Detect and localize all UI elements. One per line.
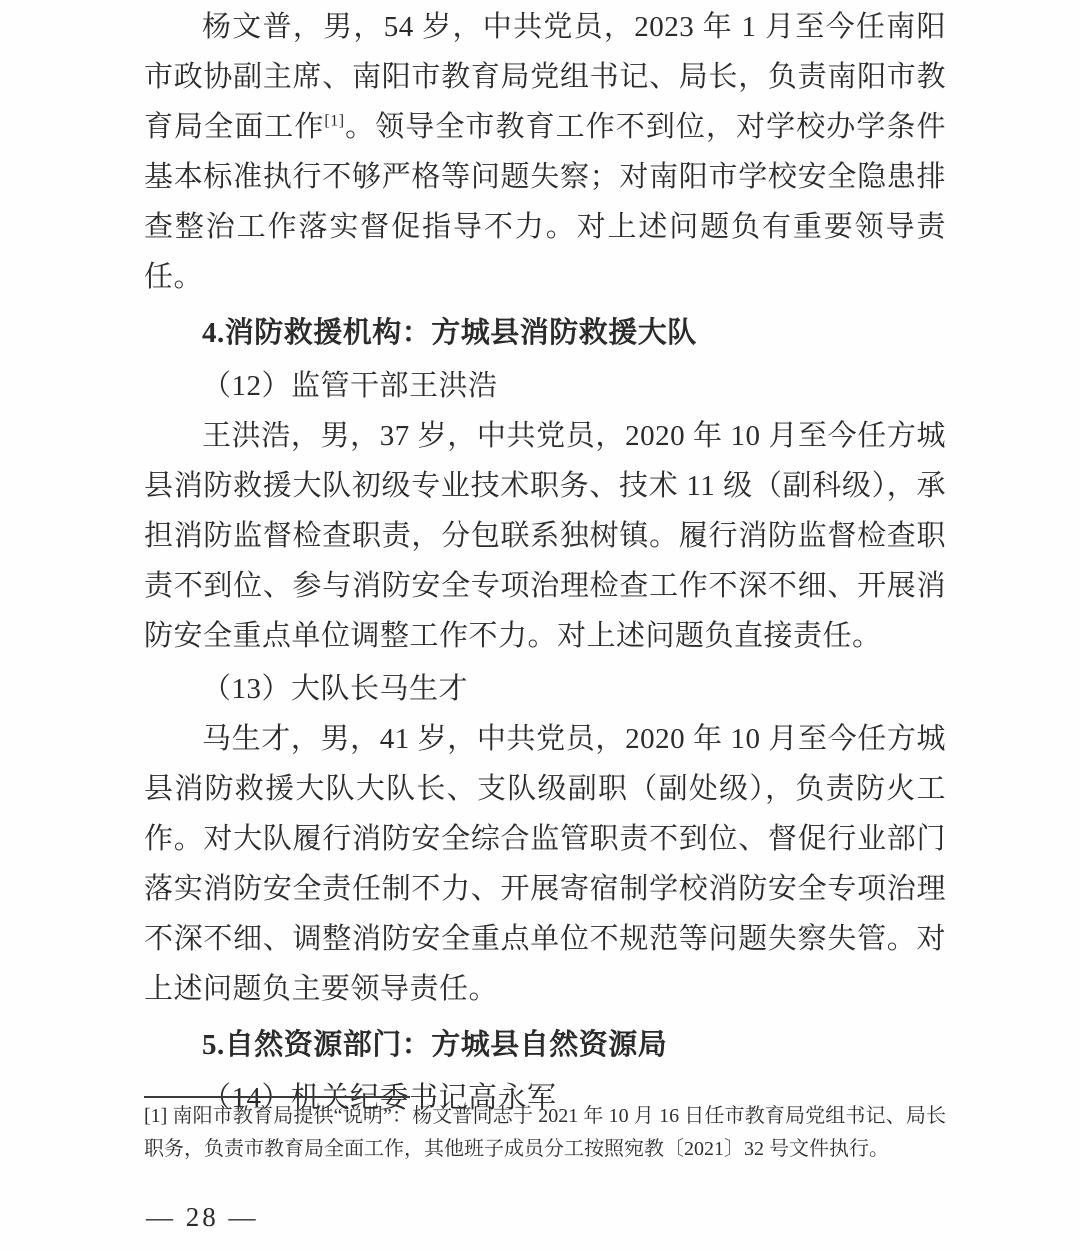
item-12-title: （12）监管干部王洪浩 (202, 370, 498, 402)
section-4-heading: 4.消防救援机构：方城县消防救援大队 (202, 317, 697, 349)
footnote-ref-superscript: [1] (324, 112, 345, 130)
paragraph-yang-wenpu-text-before: 杨文普，男，54 岁，中共党员，2023 年 1 月至今任南阳市政协副主席、南阳市教育局党组书记、局长，负责南阳市教育局全面工作 (144, 11, 946, 143)
item-14-title: （14）机关纪委书记高永军 (202, 1082, 557, 1114)
paragraph-ma-shengcai: 马生才，男，41 岁，中共党员，2020 年 10 月至今任方城县消防救援大队大队长、支队级副职（副处级），负责防火工作。对大队履行消防安全综合监管职责不到位、督促行业部门落实消防安全责任制不力、开展寄宿制学校消防安全专项治理不深不细、调整消防安全重点单位不规范等问题失察失管。对上述问题负主要领导责任。 (144, 723, 946, 1005)
footnote-separator-rule (144, 1096, 410, 1098)
footnote (144, 1100, 946, 1166)
section-5-heading: 5.自然资源部门：方城县自然资源局 (202, 1029, 668, 1061)
paragraph-yang-wenpu (144, 2, 946, 302)
item-13-title: （13）大队长马生才 (202, 673, 469, 705)
footnote-marker: [1] (144, 1105, 168, 1127)
page-number: — 28 — (146, 1202, 259, 1232)
paragraph-yang-wenpu-text-after: 。领导全市教育工作不到位，对学校办学条件基本标准执行不够严格等问题失察；对南阳市学校安全隐患排查整治工作落实督促指导不力。对上述问题负有重要领导责任。 (144, 111, 946, 293)
footnote-text: 南阳市教育局提供“说明”：杨文普同志于 2021 年 10 月 16 日任市教育局党组书记、局长职务，负责市教育局全面工作，其他班子成员分工按照宛教〔2021〕32 号文件执行。 (144, 1105, 946, 1160)
document-body (144, 2, 946, 1123)
paragraph-wang-honghao: 王洪浩，男，37 岁，中共党员，2020 年 10 月至今任方城县消防救援大队初级专业技术职务、技术 11 级（副科级），承担消防监督检查职责，分包联系独树镇。履行消防监督检查职责不到位、参与消防安全专项治理检查工作不深不细、开展消防安全重点单位调整工作不力。对上述问题负直接责任。 (144, 420, 946, 652)
